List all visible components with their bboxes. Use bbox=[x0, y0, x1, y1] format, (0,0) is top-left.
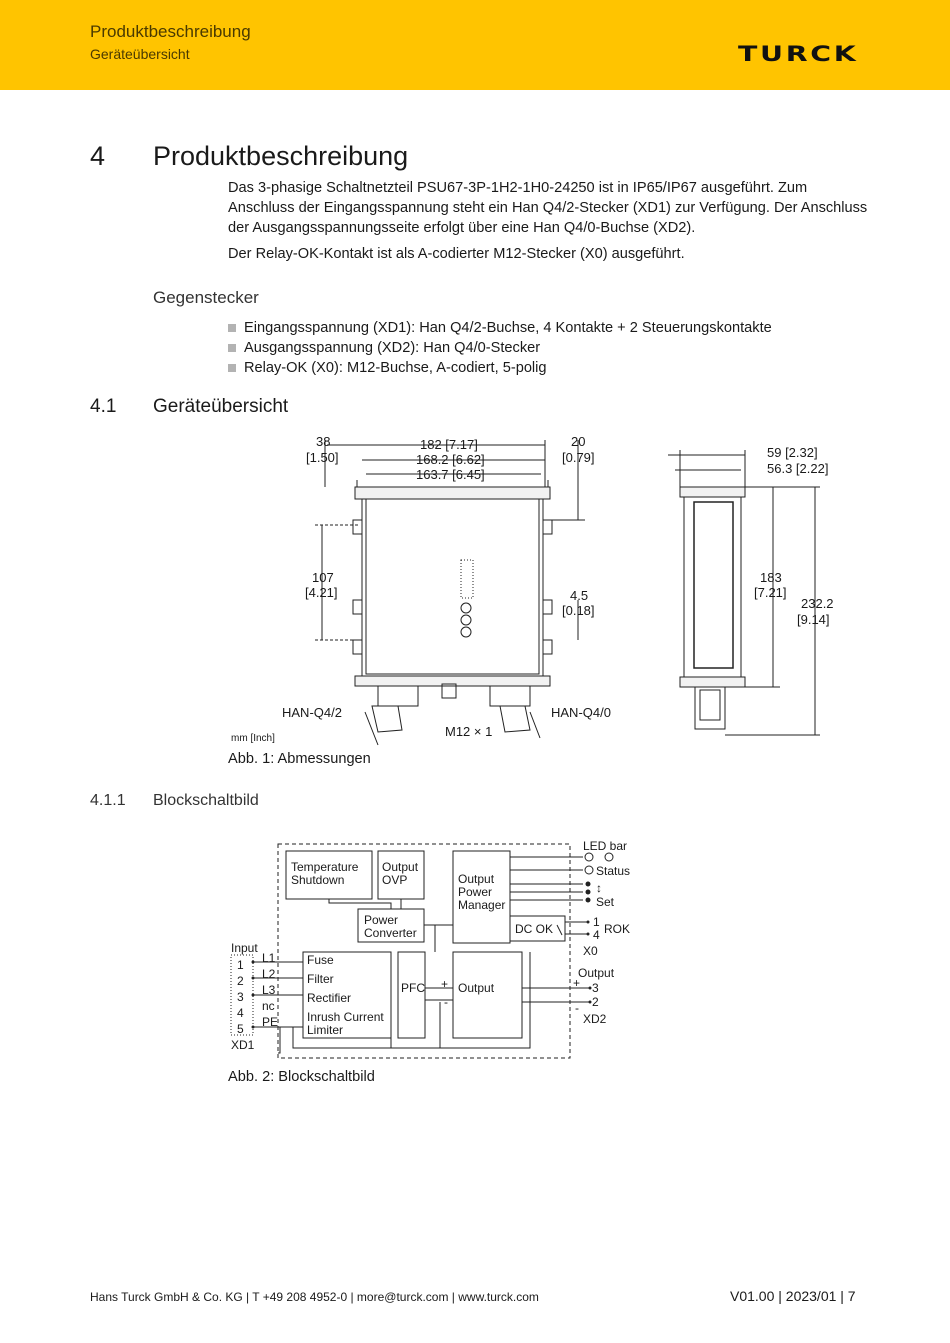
pc-label-2: Converter bbox=[364, 926, 417, 940]
dim-183-inch: [7.21] bbox=[754, 585, 787, 600]
dim-168: 168.2 [6.62] bbox=[416, 452, 485, 467]
pfc-label: PFC bbox=[401, 981, 425, 995]
l1-label: L1 bbox=[262, 951, 276, 965]
fuse-label: Fuse bbox=[307, 953, 334, 967]
pin-2: 2 bbox=[237, 974, 244, 988]
rectifier-label: Rectifier bbox=[307, 991, 352, 1005]
dim-232-inch: [9.14] bbox=[797, 612, 830, 627]
dim-183: 183 bbox=[760, 570, 782, 585]
dim-59: 59 [2.32] bbox=[767, 445, 818, 460]
out-minus: - bbox=[575, 1001, 579, 1015]
output-block-label: Output bbox=[458, 981, 495, 995]
temp-label-1: Temperature bbox=[291, 860, 359, 874]
dc-minus: - bbox=[444, 995, 448, 1009]
out-plus: + bbox=[573, 976, 581, 990]
overview-number: 4.1 bbox=[90, 396, 117, 417]
pin-1: 1 bbox=[237, 958, 244, 972]
pin-4: 4 bbox=[237, 1006, 244, 1020]
x0-label: X0 bbox=[583, 944, 598, 958]
han-q4-2-label: HAN-Q4/2 bbox=[282, 705, 342, 720]
rok-label: ROK bbox=[604, 922, 631, 936]
nc-label: nc bbox=[262, 999, 275, 1013]
dc-plus: + bbox=[441, 977, 449, 991]
counterparts-heading: Gegenstecker bbox=[153, 288, 259, 307]
figure-2-caption: Abb. 2: Blockschaltbild bbox=[228, 1069, 375, 1085]
dim-107: 107 bbox=[312, 570, 334, 585]
dim-20-inch: [0.79] bbox=[562, 450, 595, 465]
overview-title: Geräteübersicht bbox=[153, 396, 289, 417]
block-number: 4.1.1 bbox=[90, 792, 126, 809]
xd2-pin-3: 3 bbox=[592, 981, 599, 995]
status-label: Status bbox=[596, 864, 631, 878]
dim-163: 163.7 [6.45] bbox=[416, 467, 485, 482]
intro-paragraph: Das 3-phasige Schaltnetzteil PSU67-3P-1H2-1H0-24250 ist in IP65/IP67 ausgeführt. Zum Anschluss der Eingangsspannung steht ein Han Q4/2-Stecker (XD1) zur Verfügung. Der Anschluss der Ausgangsspannungsseite erfolgt über eine Han Q4/0-Buchse (XD2). bbox=[228, 180, 868, 236]
footer-version: V01.00 | 2023/01 | 7 bbox=[730, 1288, 856, 1304]
opm-label-1: Output bbox=[458, 872, 495, 886]
ovp-label-2: OVP bbox=[382, 873, 408, 887]
input-label: Input bbox=[231, 941, 258, 955]
dim-4-5-inch: [0.18] bbox=[562, 603, 595, 618]
dim-4-5: 4.5 bbox=[570, 588, 589, 603]
pc-label-1: Power bbox=[364, 913, 399, 927]
l3-label: L3 bbox=[262, 983, 276, 997]
dim-56: 56.3 [2.22] bbox=[767, 461, 829, 476]
list-item: Eingangsspannung (XD1): Han Q4/2-Buchse, 4 Kontakte + 2 Steuerungskontakte bbox=[228, 318, 772, 338]
list-item: Ausgangsspannung (XD2): Han Q4/0-Stecker bbox=[228, 338, 772, 358]
dim-232: 232.2 bbox=[801, 596, 834, 611]
xd1-label: XD1 bbox=[231, 1038, 255, 1052]
ovp-label-1: Output bbox=[382, 860, 419, 874]
opm-label-3: Manager bbox=[458, 898, 506, 912]
figure-1-caption: Abb. 1: Abmessungen bbox=[228, 751, 371, 767]
pe-label: PE bbox=[262, 1015, 279, 1029]
temp-label-2: Shutdown bbox=[291, 873, 345, 887]
pin-3: 3 bbox=[237, 990, 244, 1004]
ledbar-label: LED bar bbox=[583, 839, 628, 853]
han-q4-0-label: HAN-Q4/0 bbox=[551, 705, 611, 720]
footer-contact: Hans Turck GmbH & Co. KG | T +49 208 4952-0 | more@turck.com | www.turck.com bbox=[90, 1290, 539, 1304]
xd2-label: XD2 bbox=[583, 1012, 607, 1026]
set-label: Set bbox=[596, 895, 615, 909]
dcok-label: DC OK bbox=[515, 922, 554, 936]
units-label: mm [Inch] bbox=[231, 733, 275, 744]
xd2-pin-2: 2 bbox=[592, 995, 599, 1009]
list-item: Relay-OK (X0): M12-Buchse, A-codiert, 5-polig bbox=[228, 358, 772, 378]
dim-38-inch: [1.50] bbox=[306, 450, 339, 465]
turck-logo: TURCK bbox=[738, 42, 859, 66]
relay-paragraph: Der Relay-OK-Kontakt ist als A-codierter M12-Stecker (X0) ausgeführt. bbox=[228, 246, 685, 262]
dim-20: 20 bbox=[571, 434, 586, 449]
pin-5: 5 bbox=[237, 1022, 244, 1036]
dim-182: 182 [7.17] bbox=[420, 437, 478, 452]
opm-label-2: Power bbox=[458, 885, 493, 899]
section-title: Produktbeschreibung bbox=[153, 141, 409, 171]
inrush-label-2: Limiter bbox=[307, 1023, 344, 1037]
header-subtitle: Geräteübersicht bbox=[90, 46, 190, 62]
dim-38: 38 bbox=[316, 434, 331, 449]
x0-pin-4: 4 bbox=[593, 928, 600, 942]
filter-label: Filter bbox=[307, 972, 334, 986]
l2-label: L2 bbox=[262, 967, 276, 981]
dim-107-inch: [4.21] bbox=[305, 585, 338, 600]
x0-pin-1: 1 bbox=[593, 915, 600, 929]
output-port-label: Output bbox=[578, 966, 615, 980]
block-title: Blockschaltbild bbox=[153, 792, 259, 809]
header-title: Produktbeschreibung bbox=[90, 22, 251, 41]
section-number: 4 bbox=[90, 141, 106, 171]
inrush-label-1: Inrush Current bbox=[307, 1010, 384, 1024]
m12-label: M12 × 1 bbox=[445, 724, 493, 739]
set-arrow: ↕ bbox=[596, 881, 602, 895]
